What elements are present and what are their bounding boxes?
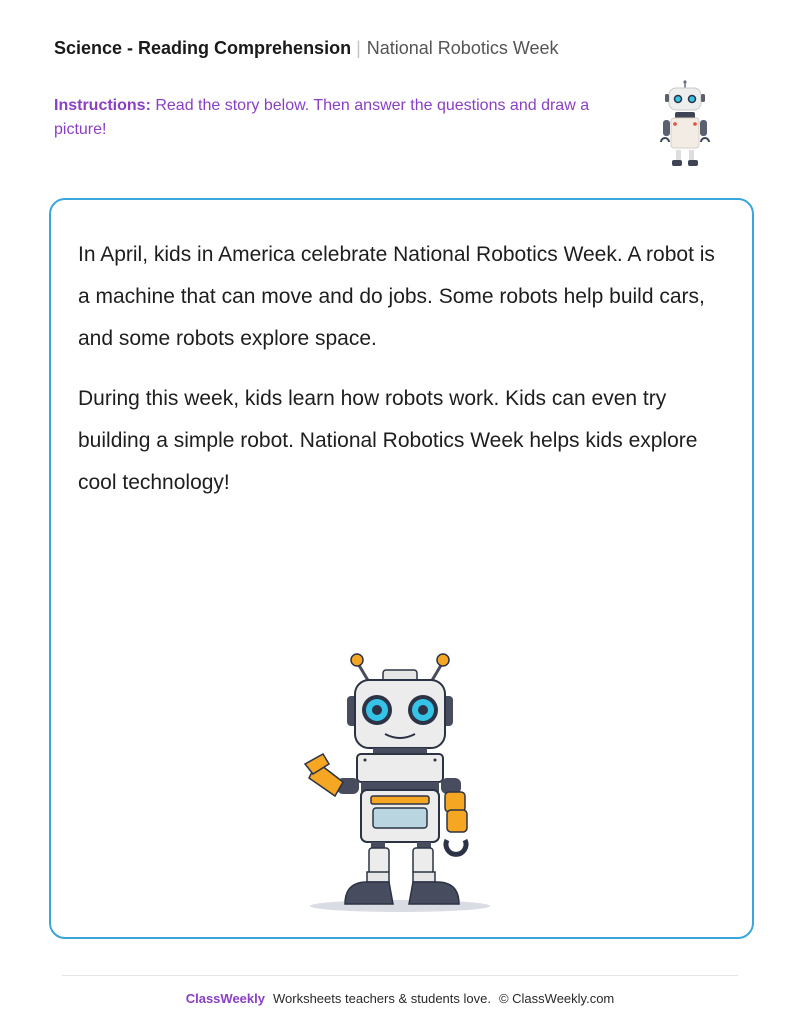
instructions-text: Read the story below. Then answer the questions and draw a picture! [54,97,590,138]
instructions [54,94,614,142]
footer-tagline: Worksheets teachers & students love. [272,991,491,1006]
worksheet-subject: Science - Reading Comprehension [54,38,352,58]
story-text [78,234,728,522]
footer-copyright: © ClassWeekly.com [498,991,615,1006]
story-box [49,198,754,939]
footer [0,991,800,1006]
waving-robot-illustration [295,650,505,918]
worksheet-topic: National Robotics Week [366,38,559,58]
small-robot-icon [653,80,717,168]
footer-brand[interactable]: ClassWeekly [185,991,265,1006]
story-paragraph-1: In April, kids in America celebrate National Robotics Week. A robot is a machine that can move and do jobs. Some robots help build cars, and some robots explore space. [78,243,715,350]
instructions-label: Instructions: [54,97,151,114]
worksheet-header [54,38,559,59]
header-separator: | [356,38,361,58]
story-paragraph-2: During this week, kids learn how robots work. Kids can even try building a simple robot. National Robotics Week helps kids explore cool technology! [78,387,698,494]
footer-divider [62,975,738,976]
